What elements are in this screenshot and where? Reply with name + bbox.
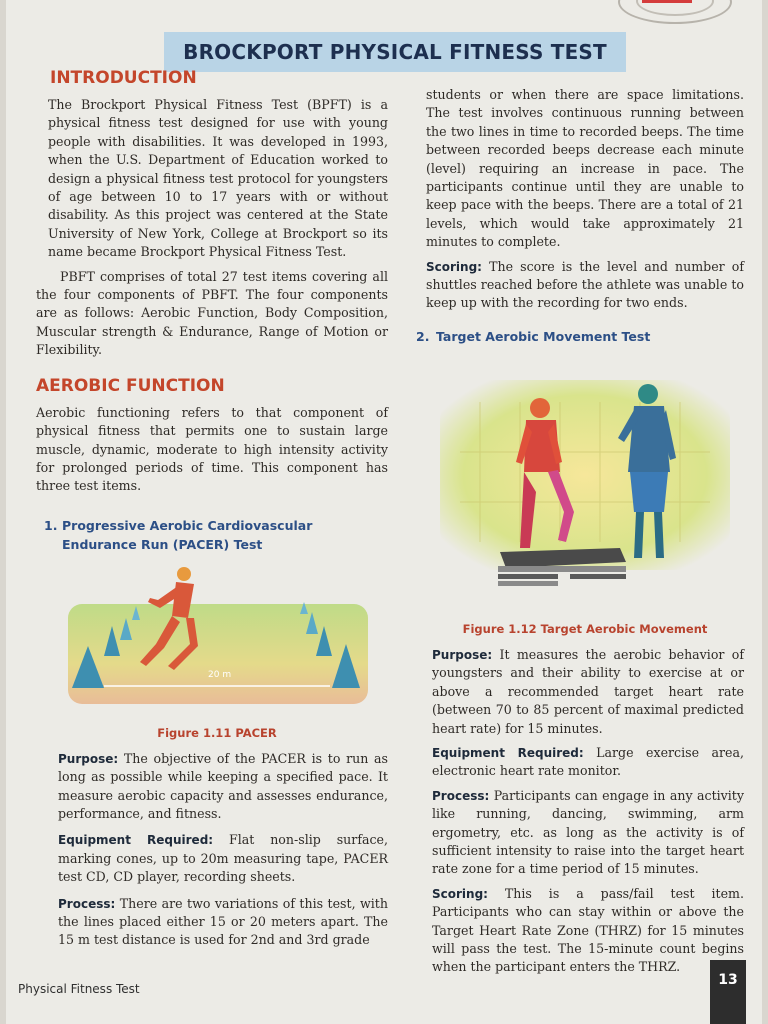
pacer-equipment-label: Equipment Required: [58, 833, 214, 848]
pacer-process [58, 895, 388, 950]
pacer-equipment-text: Flat non-slip surface, marking cones, up to 20m measuring tape, PACER test CD, CD player, recording sheets. [58, 832, 388, 885]
pacer-process-label: Process: [58, 896, 116, 911]
target-title: Target Aerobic Movement Test [436, 328, 651, 344]
introduction-paragraph-1: The Brockport Physical Fitness Test (BPFT) is a physical fitness test designed for use with young people with disabilities. It was developed in 1993, when the U.S. Department of Education worked to design a physical fitness test protocol for youngsters of age between 10 to 17 years with or without disability. As this project was centered at the State University of New York, College at Brockport so its name became Brockport Physical Fitness Test. [48, 97, 388, 260]
target-figure-caption: Figure 1.12 Target Aerobic Movement [462, 621, 708, 636]
pacer-scoring-label: Scoring: [426, 259, 482, 274]
page-title-banner: BROCKPORT PHYSICAL FITNESS TEST [164, 32, 626, 72]
aerobic-function-paragraph: Aerobic functioning refers to that component of physical fitness that permits one to sustain large muscle, dynamic, moderate to high intensity activity for prolonged periods of time. This component has three test items. [36, 404, 388, 494]
pacer-purpose-label: Purpose: [58, 751, 119, 766]
pacer-figure-caption: Figure 1.11 PACER [157, 725, 277, 740]
textbook-page [6, 0, 762, 1024]
target-purpose-label: Purpose: [432, 647, 493, 662]
target-scoring [432, 885, 744, 977]
right-column [416, 86, 744, 977]
target-aerobic-figure [440, 362, 730, 612]
pacer-equipment [58, 831, 388, 886]
pacer-number: 1. [44, 517, 58, 533]
pacer-scoring-text: The score is the level and number of shuttles reached before the athlete was unable to keep up with the recording for two ends. [426, 258, 744, 311]
target-equipment-label: Equipment Required: [432, 745, 584, 760]
target-scoring-text: This is a pass/fail test item. Participants who can stay within or above the Target Heart Rate Zone (THRZ) for 15 minutes will pass the test. The 15-minute count begins when the participant enters the THRZ. [432, 885, 744, 975]
pacer-subheading [44, 516, 388, 554]
introduction-heading: INTRODUCTION [50, 68, 197, 88]
page-number: 13 [710, 960, 746, 1024]
target-process [432, 787, 744, 879]
target-scoring-label: Scoring: [432, 886, 488, 901]
pacer-scoring [426, 258, 744, 313]
target-number: 2. [416, 328, 430, 344]
target-process-label: Process: [432, 788, 490, 803]
pacer-process-continued: students or when there are space limitations. The test involves continuous running between the two lines in time to recorded beeps. The time between recorded beeps decrease each minute (level) requiring an increase in pace. The participants continue until they are unable to keep pace with the beeps. There are a total of 21 levels, which would take approximately 21 minutes to complete. [426, 87, 744, 250]
target-subheading [416, 327, 744, 346]
aerobic-function-heading: AEROBIC FUNCTION [36, 375, 225, 396]
distance-label: 20 m [208, 669, 232, 680]
target-aerobic-illustration [440, 362, 730, 612]
target-equipment-text: Large exercise area, electronic heart rate monitor. [432, 744, 744, 779]
pacer-process-text: There are two variations of this test, with the lines placed either 15 or 20 meters apart. The 15 m test distance is used for 2nd and 3rd grade [58, 895, 388, 948]
pacer-title: Progressive Aerobic Cardiovascular Endurance Run (PACER) Test [62, 517, 313, 552]
target-process-text: Participants can engage in any activity like running, dancing, swimming, arm ergometry, etc. as long as the activity is of sufficient intensity to raise into the target heart rate zone for a time period of 15 minutes. [432, 787, 744, 877]
target-purpose-text: It measures the aerobic behavior of youngsters and their ability to exercise at or above a recommended target heart rate (between 70 to 85 percent of maximal predicted heart rate) for 15 minutes. [432, 646, 744, 736]
pacer-illustration [68, 564, 368, 714]
left-column [36, 66, 388, 950]
step-platform-icon [498, 548, 626, 586]
target-purpose [432, 646, 744, 738]
target-equipment [432, 744, 744, 781]
pacer-purpose [58, 750, 388, 824]
pacer-purpose-text: The objective of the PACER is to run as long as possible while keeping a specified pace. It measure aerobic capacity and assesses endurance, performance, and fitness. [58, 750, 388, 821]
introduction-paragraph-2: PBFT comprises of total 27 test items covering all the four components of PBFT. The four components are as follows: Aerobic Function, Body Composition, Muscular strength & Endurance, Range of Motion or Flexibility. [36, 268, 388, 358]
pacer-figure [68, 564, 368, 714]
footer-book-title: Physical Fitness Test [18, 982, 140, 996]
